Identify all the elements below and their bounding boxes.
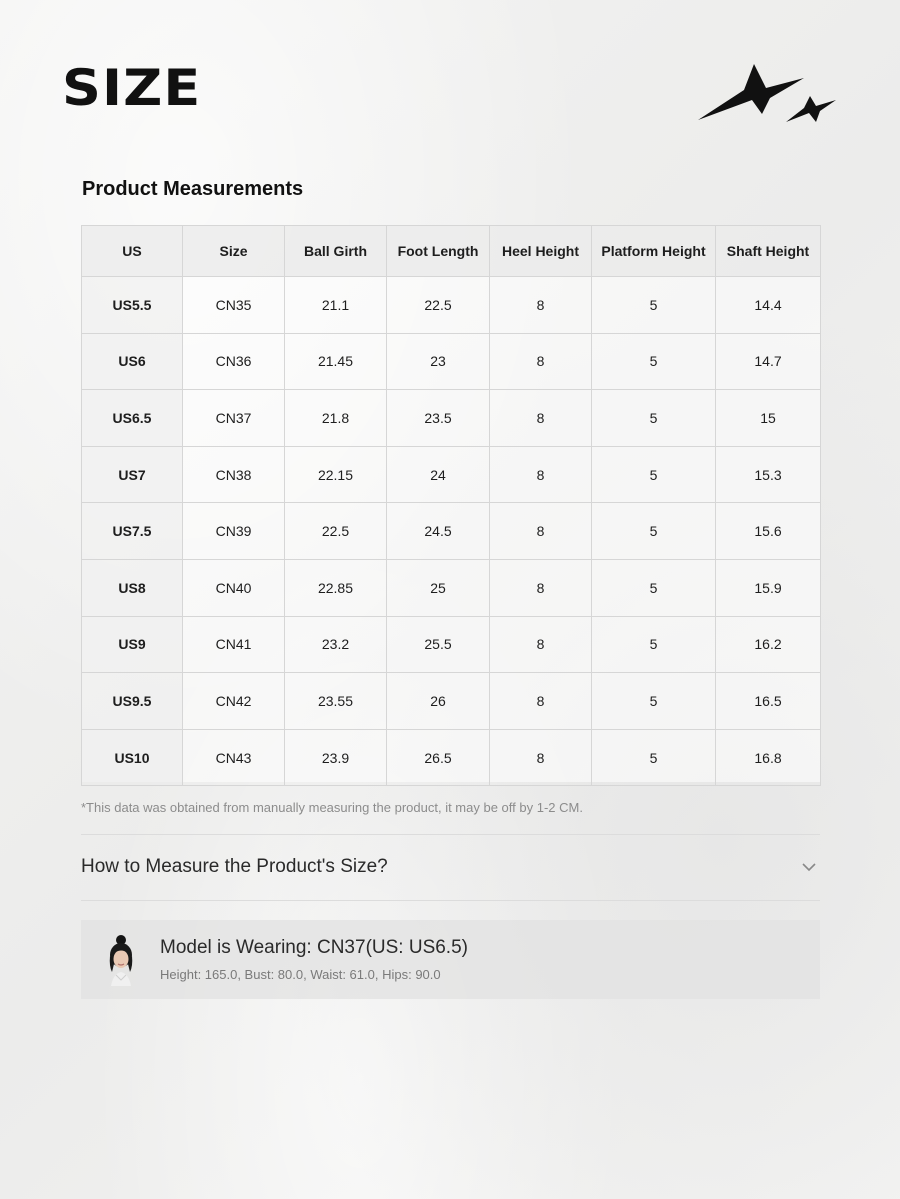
table-cell: US7.5 (82, 503, 183, 560)
chevron-down-icon[interactable] (800, 858, 818, 876)
table-cell: 5 (592, 673, 716, 730)
table-cell: 22.85 (285, 559, 387, 616)
table-cell: 26 (387, 673, 490, 730)
table-cell: 21.8 (285, 390, 387, 447)
table-cell: 22.5 (285, 503, 387, 560)
table-cell: CN43 (183, 729, 285, 786)
table-cell: 8 (490, 390, 592, 447)
table-cell: 14.7 (716, 333, 821, 390)
table-row (82, 446, 821, 503)
table-cell: 8 (490, 559, 592, 616)
table-cell: 8 (490, 277, 592, 334)
how-to-measure-accordion[interactable] (81, 835, 820, 899)
table-cell: 5 (592, 277, 716, 334)
model-info-card (81, 920, 820, 999)
table-cell: 22.5 (387, 277, 490, 334)
table-cell: 5 (592, 559, 716, 616)
table-cell: 5 (592, 616, 716, 673)
table-row (82, 729, 821, 786)
table-cell: CN38 (183, 446, 285, 503)
table-cell: 8 (490, 673, 592, 730)
table-cell: 22.15 (285, 446, 387, 503)
table-cell: CN37 (183, 390, 285, 447)
table-cell: 26.5 (387, 729, 490, 786)
model-wearing-size: Model is Wearing: CN37(US: US6.5) (160, 937, 468, 958)
table-cell: US7 (82, 446, 183, 503)
column-header-shaft-height: Shaft Height (716, 226, 821, 277)
table-cell: 25 (387, 559, 490, 616)
table-cell: US5.5 (82, 277, 183, 334)
table-cell: CN41 (183, 616, 285, 673)
column-header-heel-height: Heel Height (490, 226, 592, 277)
two-stars-logo-icon (696, 62, 838, 124)
table-cell: 15.9 (716, 559, 821, 616)
table-row (82, 616, 821, 673)
table-cell: 14.4 (716, 277, 821, 334)
column-header-platform-height: Platform Height (592, 226, 716, 277)
measurement-disclaimer: *This data was obtained from manually measuring the product, it may be off by 1-2 CM. (81, 800, 583, 815)
size-table (81, 225, 820, 782)
table-cell: 23.5 (387, 390, 490, 447)
table-cell: 5 (592, 333, 716, 390)
table-cell: CN36 (183, 333, 285, 390)
table-row (82, 390, 821, 447)
table-cell: 24.5 (387, 503, 490, 560)
table-cell: CN40 (183, 559, 285, 616)
how-to-measure-label: How to Measure the Product's Size? (81, 856, 388, 877)
table-cell: 23 (387, 333, 490, 390)
table-cell: 5 (592, 503, 716, 560)
table-row (82, 277, 821, 334)
table-cell: 15 (716, 390, 821, 447)
table-cell: 15.3 (716, 446, 821, 503)
divider (81, 900, 820, 901)
table-cell: 8 (490, 446, 592, 503)
table-cell: CN39 (183, 503, 285, 560)
table-cell: US6.5 (82, 390, 183, 447)
table-cell: 5 (592, 729, 716, 786)
table-row (82, 673, 821, 730)
table-cell: 24 (387, 446, 490, 503)
model-body-stats: Height: 165.0, Bust: 80.0, Waist: 61.0, Hips: 90.0 (160, 967, 441, 982)
table-row (82, 333, 821, 390)
page-title: SIZE (62, 59, 202, 117)
table-cell: 5 (592, 390, 716, 447)
model-avatar (101, 934, 141, 986)
table-cell: US9 (82, 616, 183, 673)
column-header-foot-length: Foot Length (387, 226, 490, 277)
table-cell: CN42 (183, 673, 285, 730)
table-cell: 16.5 (716, 673, 821, 730)
column-header-us: US (82, 226, 183, 277)
table-cell: 21.45 (285, 333, 387, 390)
table-cell: 8 (490, 503, 592, 560)
table-header-row (82, 226, 821, 277)
column-header-ball-girth: Ball Girth (285, 226, 387, 277)
column-header-size: Size (183, 226, 285, 277)
table-cell: 16.2 (716, 616, 821, 673)
table-cell: 23.9 (285, 729, 387, 786)
table-cell: 23.2 (285, 616, 387, 673)
measurements-heading: Product Measurements (82, 178, 304, 200)
table-row (82, 559, 821, 616)
table-cell: US6 (82, 333, 183, 390)
table-cell: US10 (82, 729, 183, 786)
table-cell: US9.5 (82, 673, 183, 730)
table-cell: 16.8 (716, 729, 821, 786)
table-row (82, 503, 821, 560)
table-cell: 23.55 (285, 673, 387, 730)
table-cell: 5 (592, 446, 716, 503)
table-cell: CN35 (183, 277, 285, 334)
table-cell: 8 (490, 333, 592, 390)
table-cell: 15.6 (716, 503, 821, 560)
table-cell: 8 (490, 616, 592, 673)
table-cell: US8 (82, 559, 183, 616)
table-cell: 21.1 (285, 277, 387, 334)
table-cell: 8 (490, 729, 592, 786)
table-cell: 25.5 (387, 616, 490, 673)
